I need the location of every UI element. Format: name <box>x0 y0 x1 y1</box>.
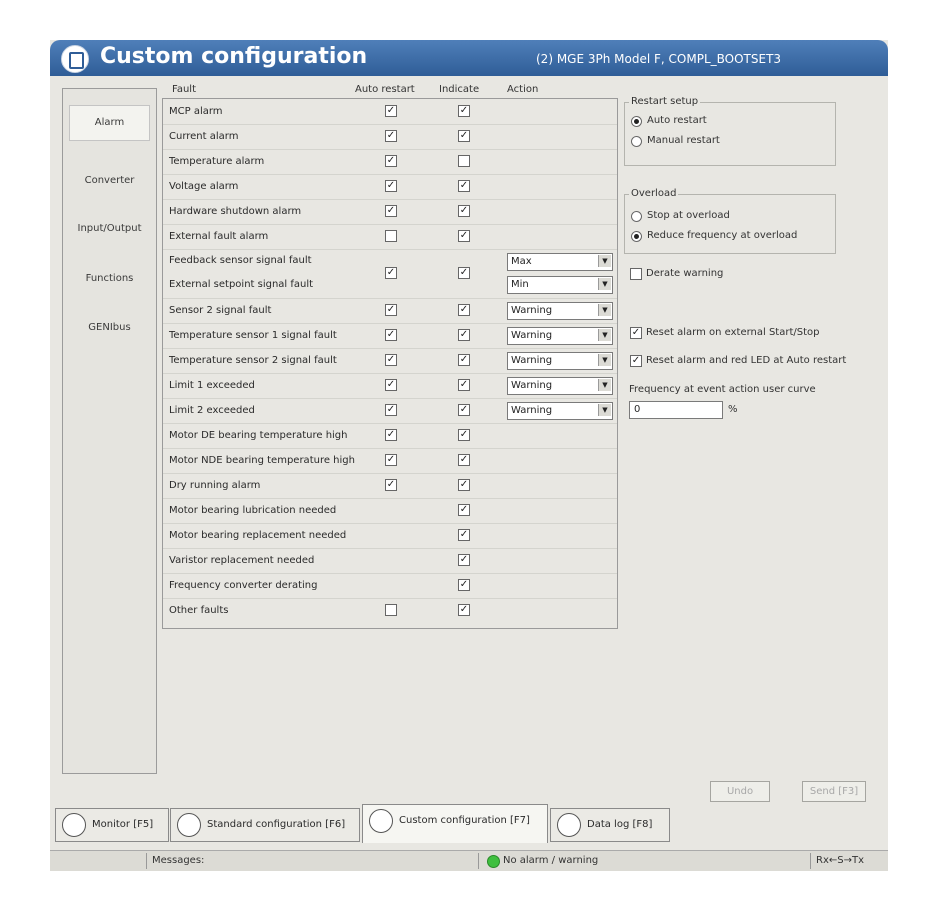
action-value: Warning <box>511 405 553 416</box>
indicate-checkbox[interactable]: ✓ <box>459 379 469 390</box>
fault-name: Motor bearing lubrication needed <box>169 505 337 516</box>
column-header-auto-restart: Auto restart <box>355 84 415 95</box>
radio-dot <box>634 234 639 239</box>
fault-name: Other faults <box>169 605 229 616</box>
action-dropdown[interactable] <box>507 402 613 420</box>
action-value: Warning <box>511 305 553 316</box>
fault-name: Feedback sensor signal fault <box>169 255 312 266</box>
column-header-action: Action <box>507 84 539 95</box>
column-header-indicate: Indicate <box>439 84 480 95</box>
fault-name: Current alarm <box>169 131 239 142</box>
action-value: Min <box>511 279 529 290</box>
table-row <box>163 423 617 449</box>
frequency-label: Frequency at event action user curve <box>629 384 816 395</box>
action-value: Warning <box>511 330 553 341</box>
tab-standard-configuration[interactable] <box>170 808 360 842</box>
restart-setup-group <box>624 96 836 166</box>
status-led-icon <box>487 855 500 868</box>
undo-button[interactable]: Undo <box>710 781 770 802</box>
messages-label: Messages: <box>152 855 205 866</box>
tab-label: Monitor [F5] <box>92 819 154 830</box>
indicate-checkbox[interactable]: ✓ <box>459 304 469 315</box>
fault-name: Temperature alarm <box>169 156 265 167</box>
action-value: Max <box>511 256 532 267</box>
manual-restart-radio[interactable] <box>631 136 642 147</box>
table-row <box>163 448 617 474</box>
fault-name: Limit 1 exceeded <box>169 380 255 391</box>
action-dropdown[interactable] <box>507 377 613 395</box>
divider <box>146 853 147 869</box>
table-row <box>163 124 617 150</box>
auto-restart-checkbox[interactable]: ✓ <box>386 354 396 365</box>
tab-custom-configuration[interactable] <box>362 804 548 843</box>
radio-dot <box>634 119 639 124</box>
auto-restart-checkbox[interactable]: ✓ <box>386 454 396 465</box>
indicate-checkbox[interactable]: ✓ <box>459 429 469 440</box>
overload-title: Overload <box>631 188 677 199</box>
restart-setup-title: Restart setup <box>631 96 699 107</box>
sidebar-item-genibus[interactable]: GENIbus <box>88 322 131 333</box>
fault-name: Varistor replacement needed <box>169 555 315 566</box>
indicate-checkbox[interactable]: ✓ <box>459 529 469 540</box>
sidebar-item-converter[interactable]: Converter <box>84 175 135 186</box>
action-dropdown[interactable] <box>507 327 613 345</box>
chevron-down-icon: ▼ <box>598 404 611 416</box>
action-dropdown[interactable] <box>507 352 613 370</box>
indicate-checkbox[interactable]: ✓ <box>459 554 469 565</box>
overload-group <box>624 188 836 254</box>
fault-name: Hardware shutdown alarm <box>169 206 302 217</box>
action-dropdown[interactable] <box>507 253 613 271</box>
reduce-frequency-radio[interactable] <box>631 231 642 242</box>
indicate-checkbox[interactable]: ✓ <box>459 454 469 465</box>
table-row <box>163 473 617 499</box>
indicate-checkbox[interactable]: ✓ <box>459 504 469 515</box>
fault-name: Sensor 2 signal fault <box>169 305 272 316</box>
divider <box>810 853 811 869</box>
table-row <box>163 598 617 623</box>
reset-external-label: Reset alarm on external Start/Stop <box>646 327 820 338</box>
status-bar <box>50 850 888 871</box>
fault-name: Dry running alarm <box>169 480 261 491</box>
fault-name: Motor DE bearing temperature high <box>169 430 348 441</box>
indicate-checkbox[interactable]: ✓ <box>459 230 469 241</box>
fault-name: External fault alarm <box>169 231 269 242</box>
custom-config-icon <box>61 45 89 73</box>
sidebar <box>62 88 157 774</box>
indicate-checkbox[interactable]: ✓ <box>459 267 469 278</box>
page-title: Custom configuration <box>100 44 368 69</box>
indicate-checkbox[interactable]: ✓ <box>459 205 469 216</box>
sidebar-item-input-output[interactable]: Input/Output <box>77 223 142 234</box>
frequency-value: 0 <box>634 404 641 415</box>
frequency-input[interactable] <box>629 401 723 419</box>
indicate-checkbox[interactable]: ✓ <box>459 579 469 590</box>
stop-at-overload-label: Stop at overload <box>647 210 730 221</box>
alarm-status: No alarm / warning <box>503 855 599 866</box>
fault-name: MCP alarm <box>169 106 223 117</box>
auto-restart-checkbox[interactable]: ✓ <box>386 180 396 191</box>
indicate-checkbox[interactable]: ✓ <box>459 105 469 116</box>
chevron-down-icon: ▼ <box>598 379 611 391</box>
magnifier-icon <box>62 813 86 837</box>
indicate-checkbox[interactable]: ✓ <box>459 180 469 191</box>
table-row <box>163 398 617 424</box>
auto-restart-checkbox[interactable] <box>385 604 397 616</box>
table-row <box>163 323 617 349</box>
comm-status: Rx←S→Tx <box>816 855 864 866</box>
divider <box>478 853 479 869</box>
chevron-down-icon: ▼ <box>598 278 611 290</box>
indicate-checkbox[interactable]: ✓ <box>459 404 469 415</box>
auto-restart-radio[interactable] <box>631 116 642 127</box>
tab-label: Data log [F8] <box>587 819 653 830</box>
sidebar-item-functions[interactable]: Functions <box>85 273 134 284</box>
indicate-checkbox[interactable]: ✓ <box>459 329 469 340</box>
clipboard-icon <box>369 809 393 833</box>
auto-restart-checkbox[interactable] <box>385 230 397 242</box>
indicate-checkbox[interactable] <box>458 155 470 167</box>
indicate-checkbox[interactable]: ✓ <box>459 130 469 141</box>
auto-restart-checkbox[interactable]: ✓ <box>386 205 396 216</box>
fault-name: Motor bearing replacement needed <box>169 530 347 541</box>
indicate-checkbox[interactable]: ✓ <box>459 604 469 615</box>
table-row <box>163 573 617 599</box>
fault-name: Limit 2 exceeded <box>169 405 255 416</box>
reduce-frequency-label: Reduce frequency at overload <box>647 230 798 241</box>
action-dropdown[interactable] <box>507 276 613 294</box>
auto-restart-checkbox[interactable]: ✓ <box>386 404 396 415</box>
auto-restart-checkbox[interactable]: ✓ <box>386 304 396 315</box>
tab-data-log[interactable] <box>550 808 670 842</box>
chevron-down-icon: ▼ <box>598 304 611 316</box>
sidebar-item-alarm[interactable]: Alarm <box>69 105 150 141</box>
manual-restart-label: Manual restart <box>647 135 720 146</box>
fault-name: External setpoint signal fault <box>169 279 314 290</box>
indicate-checkbox[interactable]: ✓ <box>459 479 469 490</box>
column-header-fault: Fault <box>172 84 196 95</box>
auto-restart-checkbox[interactable]: ✓ <box>386 329 396 340</box>
frequency-unit: % <box>728 404 738 415</box>
fault-name: Voltage alarm <box>169 181 239 192</box>
table-row <box>163 373 617 399</box>
fault-name: Motor NDE bearing temperature high <box>169 455 355 466</box>
table-row-merged <box>163 249 617 299</box>
derate-warning-checkbox[interactable] <box>630 268 642 280</box>
auto-restart-checkbox[interactable]: ✓ <box>386 429 396 440</box>
send-button[interactable]: Send [F3] <box>802 781 866 802</box>
fault-name: Temperature sensor 1 signal fault <box>169 330 337 341</box>
derate-warning-label: Derate warning <box>646 268 724 279</box>
fault-name: Frequency converter derating <box>169 580 318 591</box>
chevron-down-icon: ▼ <box>598 354 611 366</box>
chevron-down-icon: ▼ <box>598 329 611 341</box>
fault-name: Temperature sensor 2 signal fault <box>169 355 337 366</box>
auto-restart-checkbox[interactable]: ✓ <box>386 105 396 116</box>
auto-restart-checkbox[interactable]: ✓ <box>386 155 396 166</box>
table-row <box>163 298 617 324</box>
auto-restart-checkbox[interactable]: ✓ <box>386 479 396 490</box>
reset-red-led-checkbox[interactable]: ✓ <box>631 355 641 366</box>
gear-icon <box>177 813 201 837</box>
title-bar <box>50 40 888 76</box>
action-value: Warning <box>511 355 553 366</box>
reset-red-led-label: Reset alarm and red LED at Auto restart <box>646 355 847 366</box>
table-row <box>163 548 617 574</box>
action-dropdown[interactable] <box>507 302 613 320</box>
fault-table <box>162 98 618 629</box>
auto-restart-checkbox[interactable]: ✓ <box>386 130 396 141</box>
chart-icon <box>557 813 581 837</box>
reset-external-checkbox[interactable]: ✓ <box>631 327 641 338</box>
stop-at-overload-radio[interactable] <box>631 211 642 222</box>
table-row <box>163 224 617 250</box>
table-row <box>163 99 617 125</box>
app-window <box>50 40 888 870</box>
table-row <box>163 149 617 175</box>
table-row <box>163 523 617 549</box>
table-row <box>163 174 617 200</box>
tab-label: Standard configuration [F6] <box>207 819 346 830</box>
chevron-down-icon: ▼ <box>598 255 611 267</box>
auto-restart-checkbox[interactable]: ✓ <box>386 267 396 278</box>
indicate-checkbox[interactable]: ✓ <box>459 354 469 365</box>
table-row <box>163 498 617 524</box>
table-row <box>163 348 617 374</box>
tab-monitor[interactable] <box>55 808 169 842</box>
auto-restart-checkbox[interactable]: ✓ <box>386 379 396 390</box>
auto-restart-label: Auto restart <box>647 115 707 126</box>
product-name: (2) MGE 3Ph Model F, COMPL_BOOTSET3 <box>536 52 782 66</box>
tab-label: Custom configuration [F7] <box>399 815 530 826</box>
action-value: Warning <box>511 380 553 391</box>
table-row <box>163 199 617 225</box>
